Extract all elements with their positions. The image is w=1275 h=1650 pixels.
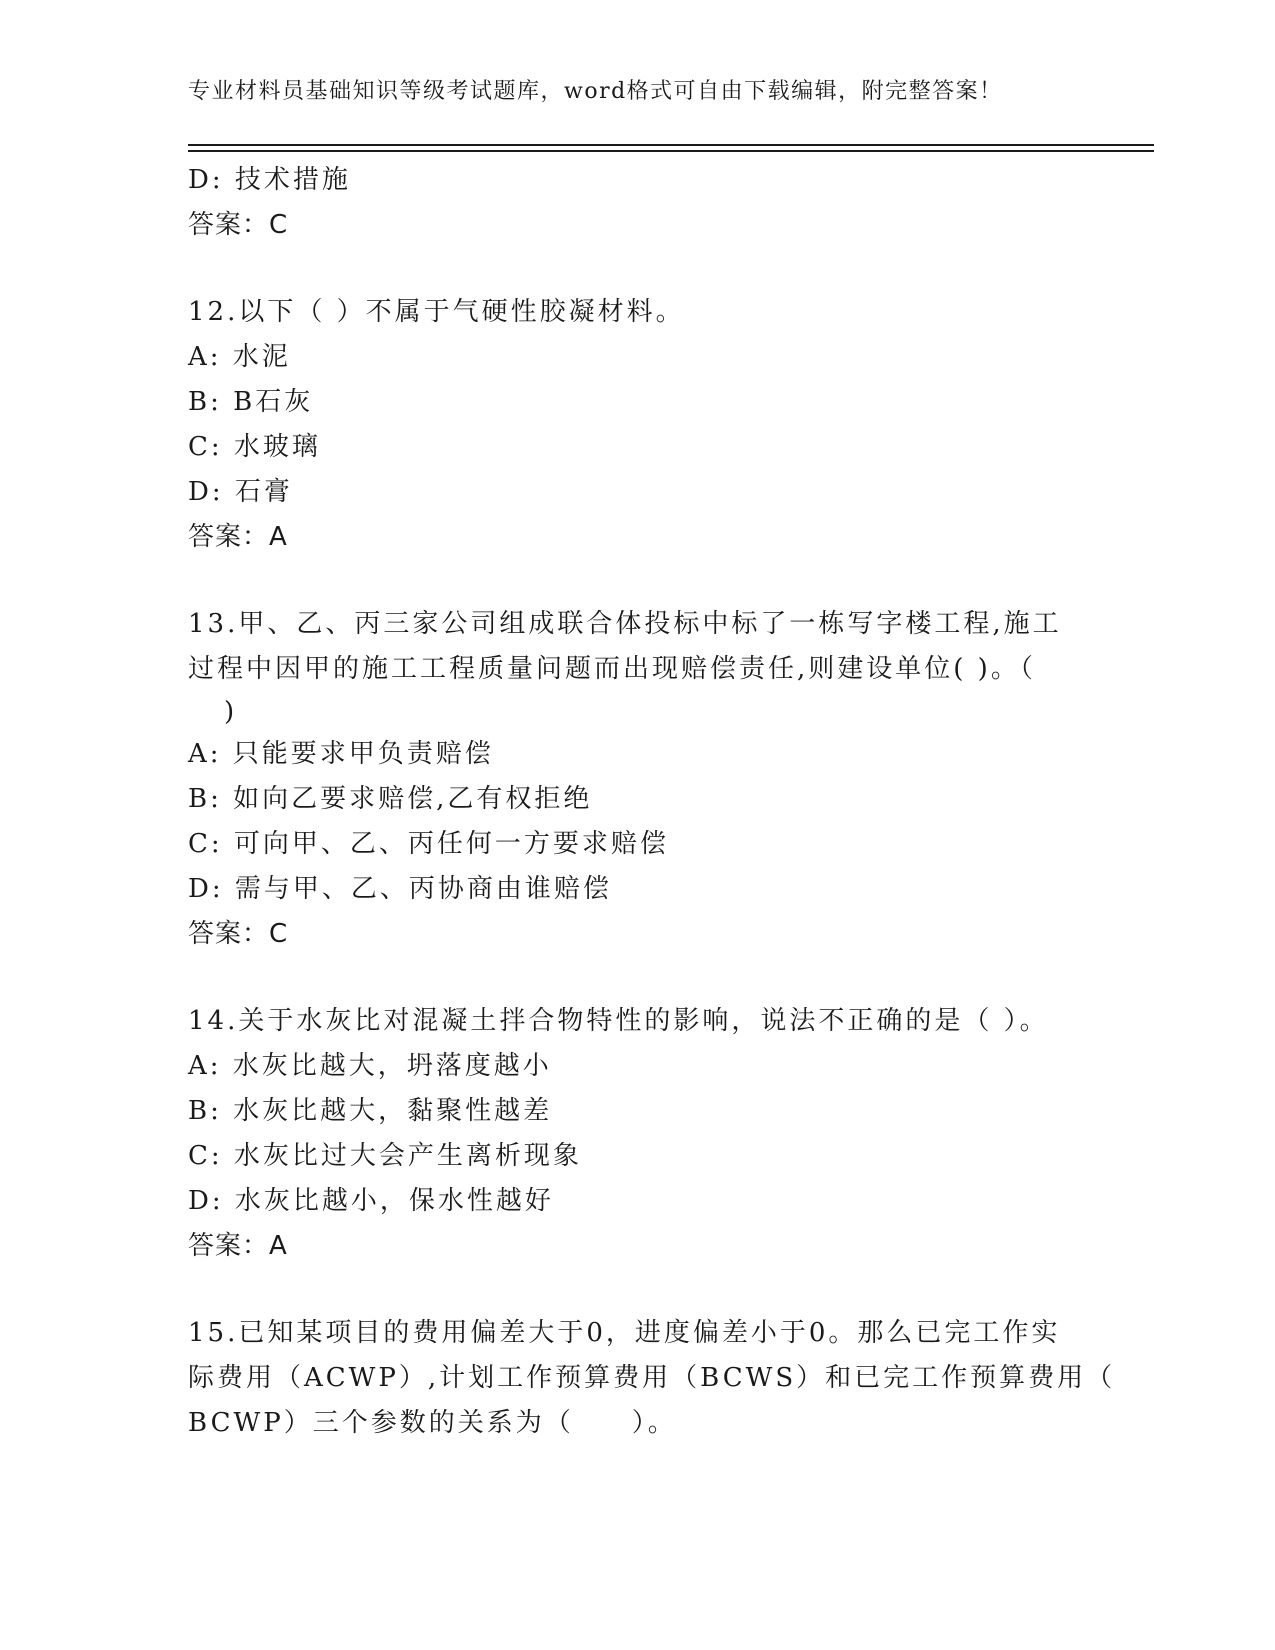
option-d: D: 需与甲、乙、丙协商由谁赔偿 [188,874,612,904]
option-b: B: B石灰 [188,387,314,417]
option-c: C: 水玻璃 [188,432,321,462]
question-12 [188,290,1068,560]
spacer [188,560,1068,602]
answer-line: 答案：A [188,1231,288,1261]
question-13 [188,602,1068,957]
question-stem-line-2: 际费用（ACWP）,计划工作预算费用（BCWS）和已完工作预算费用（ [188,1363,1116,1393]
spacer [188,957,1068,999]
question-stem-line-3: BCWP）三个参数的关系为（ ）。 [188,1408,677,1438]
option-b: B: 如向乙要求赔偿,乙有权拒绝 [188,784,593,814]
question-15 [188,1311,1116,1446]
page-header: 专业材料员基础知识等级考试题库，word格式可自由下载编辑，附完整答案！ [188,79,1003,104]
answer-line: 答案：C [188,919,289,949]
spacer [188,1269,1068,1311]
answer-line: 答案：C [188,210,289,240]
answer-line: 答案：A [188,522,288,552]
option-c: C: 可向甲、乙、丙任何一方要求赔偿 [188,829,669,859]
question-stem-line-1: 15.已知某项目的费用偏差大于0，进度偏差小于0。那么已完工作实 [188,1318,1061,1348]
question-stem-line-1: 13.甲、乙、丙三家公司组成联合体投标中标了一栋写字楼工程,施工 [188,609,1062,639]
header-rule-bottom [188,150,1154,152]
option-a: A: 水灰比越大，坍落度越小 [188,1051,552,1081]
option-d: D: 石膏 [188,477,293,507]
option-b: B: 水灰比越大，黏聚性越差 [188,1096,553,1126]
questions-content [188,158,1116,1446]
option-a: A: 水泥 [188,342,291,372]
header-rule-top [188,144,1154,146]
spacer [188,248,1068,290]
question-stem-line-2: 过程中因甲的施工工程质量问题而出现赔偿责任,则建设单位( )。（ [188,654,1036,684]
question-stem: 12.以下（ ）不属于气硬性胶凝材料。 [188,297,685,327]
option-c: C: 水灰比过大会产生离析现象 [188,1141,582,1171]
option-a: A: 只能要求甲负责赔偿 [188,739,494,769]
question-stem-line-3: ) [224,697,238,727]
question-14 [188,999,1068,1269]
question-stem: 14.关于水灰比对混凝土拌合物特性的影响，说法不正确的是（ ）。 [188,1006,1049,1036]
option-d: D: 技术措施 [188,165,351,195]
option-d: D: 水灰比越小，保水性越好 [188,1186,554,1216]
